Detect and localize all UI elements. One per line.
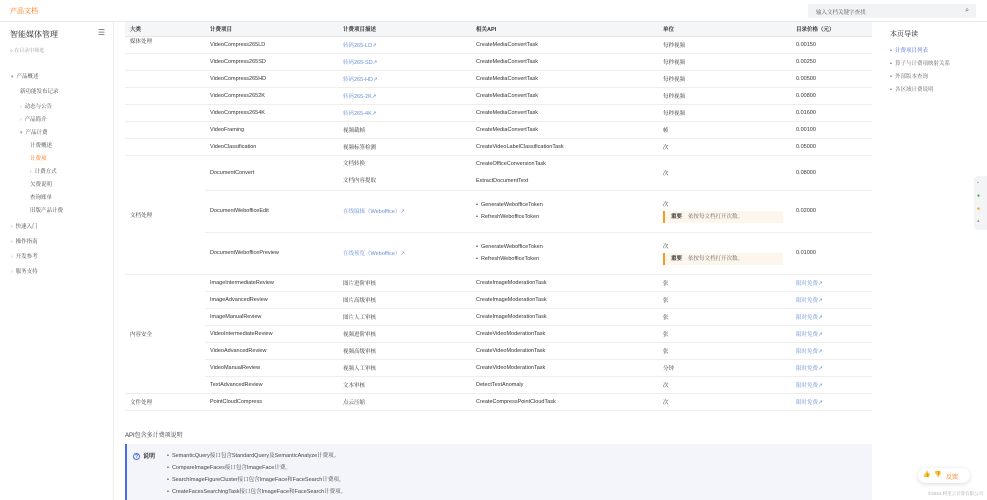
thumbs-up-icon[interactable]: 👍 bbox=[923, 472, 931, 478]
api-cell: CreateMediaConvertTask bbox=[471, 104, 658, 121]
note-label: ? 说明 bbox=[134, 454, 156, 460]
unit-cell: 次 重要 依按每文档打开次数。 bbox=[658, 232, 791, 274]
chevron-icon: ▾ bbox=[20, 130, 23, 136]
sidebar-item[interactable]: › 计费方式 bbox=[30, 169, 57, 175]
external-link-icon[interactable]: ↗ bbox=[818, 399, 823, 406]
chevron-icon: › bbox=[11, 239, 13, 245]
sidebar-item[interactable]: › 快速入门 bbox=[11, 224, 38, 230]
sidebar-item[interactable]: ▾ 产品概述 bbox=[11, 74, 39, 80]
chevron-icon: › bbox=[30, 169, 32, 175]
item-cell: VideoIntermediateReview bbox=[205, 325, 338, 342]
desc-cell: 视频进阶审核 bbox=[338, 325, 471, 342]
price-cell: 0.05000 bbox=[791, 138, 872, 155]
table-row bbox=[125, 70, 872, 87]
unit-cell: 张 bbox=[658, 342, 791, 359]
table-row bbox=[125, 359, 872, 376]
price-cell: 限时免费↗ bbox=[791, 376, 872, 393]
api-cell: CreateMediaConvertTask bbox=[471, 36, 658, 53]
api-cell: CreateImageModerationTask bbox=[471, 308, 658, 325]
unit-cell: 张 bbox=[658, 291, 791, 308]
item-cell: DocumentConvert bbox=[205, 155, 338, 190]
price-cell: 0.02000 bbox=[791, 190, 872, 232]
chevron-icon: › bbox=[11, 254, 13, 260]
chevron-icon: › bbox=[20, 117, 22, 123]
table-row bbox=[125, 342, 872, 359]
unit-cell: 张 bbox=[658, 274, 791, 291]
external-link-icon[interactable]: ↗ bbox=[818, 297, 823, 304]
note-box bbox=[125, 444, 872, 500]
unit-cell: 次 bbox=[658, 155, 791, 190]
sidebar-item[interactable]: › 产品简介 bbox=[20, 117, 47, 123]
price-cell: 0.01000 bbox=[791, 232, 872, 274]
external-link-icon[interactable]: ↗ bbox=[818, 314, 823, 321]
api-cell: CreateOfficeConversionTask ExtractDocumentText bbox=[471, 155, 658, 190]
unit-cell: 每秒视频 bbox=[658, 104, 791, 121]
top-bar bbox=[0, 0, 987, 22]
api-cell: CreateImageModerationTask bbox=[471, 274, 658, 291]
table-row bbox=[125, 274, 872, 291]
category-cell: 媒体处理 bbox=[125, 36, 205, 53]
unit-cell: 张 bbox=[658, 325, 791, 342]
price-cell: 0.01600 bbox=[791, 104, 872, 121]
sidebar-item[interactable]: 旧版产品计费 bbox=[30, 208, 64, 214]
item-cell: VideoManualReview bbox=[205, 359, 338, 376]
item-cell: PointCloudCompress bbox=[205, 393, 338, 410]
item-cell: VideoClassification bbox=[205, 138, 338, 155]
unit-cell: 分钟 bbox=[658, 359, 791, 376]
table-row bbox=[125, 308, 872, 325]
sidebar-title: 智能媒体管理 bbox=[10, 30, 58, 39]
item-cell: DocumentWebofficeEdit bbox=[205, 190, 338, 232]
site-logo[interactable]: 产品文档 bbox=[10, 8, 38, 15]
chevron-icon: ▾ bbox=[11, 74, 14, 80]
unit-cell: 每秒视频 bbox=[658, 53, 791, 70]
price-cell: 0.00150 bbox=[791, 36, 872, 53]
sidebar-item[interactable]: ▾ 产品计费 bbox=[20, 130, 48, 136]
sidebar-item[interactable]: 新功能发布记录 bbox=[20, 89, 59, 95]
item-cell: VideoCompress265SD bbox=[205, 53, 338, 70]
api-cell: CreateMediaConvertTask bbox=[471, 53, 658, 70]
sidebar-item[interactable]: › 服务支持 bbox=[11, 269, 38, 275]
category-cell: 文档处理 bbox=[125, 155, 205, 274]
sidebar-item[interactable]: 欠费说明 bbox=[30, 182, 53, 188]
warning-note: 重要 依按每文档打开次数。 bbox=[663, 211, 783, 223]
external-link-icon[interactable]: ↗ bbox=[818, 348, 823, 355]
price-cell: 限时免费↗ bbox=[791, 291, 872, 308]
toc-item[interactable]: • 算子与计费项映射关系 bbox=[890, 59, 950, 67]
float-toolbar[interactable] bbox=[974, 176, 987, 230]
thumbs-down-icon[interactable]: 👎 bbox=[934, 472, 942, 478]
price-cell: 限时免费↗ bbox=[791, 325, 872, 342]
table-row bbox=[125, 291, 872, 308]
api-cell: DetectTextAnomaly bbox=[471, 376, 658, 393]
top-icon[interactable]: ▴ bbox=[977, 218, 980, 224]
desc-cell: 在线编辑（Weboffice）↗ bbox=[338, 190, 471, 232]
external-link-icon[interactable]: ↗ bbox=[371, 93, 377, 100]
category-cell bbox=[125, 104, 205, 121]
unit-cell: 每秒视频 bbox=[658, 87, 791, 104]
item-cell: VideoCompress265HD bbox=[205, 70, 338, 87]
api-cell: CreateMediaConvertTask bbox=[471, 87, 658, 104]
category-cell: 文件处理 bbox=[125, 393, 205, 410]
search-placeholder: 输入文档关键字查找 bbox=[816, 10, 866, 16]
section-title: API包含多计费项说明 bbox=[125, 433, 183, 439]
item-cell: ImageIntermediateReview bbox=[205, 274, 338, 291]
warning-note: 重要 依按每文档打开次数。 bbox=[663, 253, 783, 265]
api-cell: CreateCompressPointCloudTask bbox=[471, 393, 658, 410]
toc-title: 本页导读 bbox=[890, 31, 918, 38]
toc-item[interactable]: • 计费项目列表 bbox=[890, 46, 928, 54]
category-cell bbox=[125, 121, 205, 138]
unit-cell: 每秒视频 bbox=[658, 70, 791, 87]
table-row bbox=[125, 190, 872, 232]
item-cell: TextAdvancedReview bbox=[205, 376, 338, 393]
item-cell: ImageAdvancedReview bbox=[205, 291, 338, 308]
price-cell: 0.00100 bbox=[791, 121, 872, 138]
col-header-price: 目录价格（元） bbox=[791, 22, 872, 36]
item-cell: DocumentWebofficePreview bbox=[205, 232, 338, 274]
desc-cell: 转码265-4K↗ bbox=[338, 104, 471, 121]
menu-icon[interactable]: ☰ bbox=[98, 28, 106, 37]
col-header-item: 计费项目 bbox=[205, 22, 338, 36]
sidebar-item[interactable]: › 动态与公告 bbox=[20, 104, 53, 110]
table-row bbox=[125, 121, 872, 138]
search-icon[interactable]: ⌕ bbox=[965, 7, 969, 14]
desc-cell: 转码265-2K↗ bbox=[338, 87, 471, 104]
table-row bbox=[125, 232, 872, 274]
sidebar-filter-input[interactable]: ⌕ 在目录中筛选 bbox=[10, 48, 45, 54]
external-link-icon[interactable]: ↗ bbox=[372, 76, 378, 83]
footnote: ©2024 阿里云计算有限公司 bbox=[928, 491, 984, 496]
sidebar-item[interactable]: 计费概述 bbox=[30, 143, 53, 149]
category-cell bbox=[125, 138, 205, 155]
help-icon[interactable]: ● bbox=[977, 193, 981, 199]
external-link-icon[interactable]: ↗ bbox=[372, 42, 377, 49]
item-cell: VideoCompress265LD bbox=[205, 36, 338, 53]
desc-cell: 视频人工审核 bbox=[338, 359, 471, 376]
price-cell: 0.08000 bbox=[791, 155, 872, 190]
external-link-icon[interactable]: ↗ bbox=[818, 382, 823, 389]
api-cell: CreateVideoModerationTask bbox=[471, 325, 658, 342]
toc-item[interactable]: • 外部版本查询 bbox=[890, 72, 928, 80]
note-item: • SearchImageFigureCluster接口包含ImageFace和FaceSearch计费项。 bbox=[167, 475, 344, 483]
chevron-icon: › bbox=[11, 269, 13, 275]
sidebar bbox=[0, 22, 114, 500]
desc-cell: 转码265-SD↗ bbox=[338, 53, 471, 70]
unit-cell: 次 bbox=[658, 138, 791, 155]
sidebar-item[interactable]: › 开发参考 bbox=[11, 254, 38, 260]
unit-cell: 次 重要 依按每文档打开次数。 bbox=[658, 190, 791, 232]
sidebar-item[interactable]: 查询账单 bbox=[30, 195, 53, 201]
api-cell: CreateVideoLabelClassificationTask bbox=[471, 138, 658, 155]
desc-cell: 文档转换 文档内容提取 bbox=[338, 155, 471, 190]
item-cell: VideoAdvancedReview bbox=[205, 342, 338, 359]
price-cell: 限时免费↗ bbox=[791, 359, 872, 376]
unit-cell: 次 bbox=[658, 393, 791, 410]
desc-cell: 转码265-LD↗ bbox=[338, 36, 471, 53]
api-cell: • GenerateWebofficeToken • RefreshWebofficeToken bbox=[471, 232, 658, 274]
api-cell: • GenerateWebofficeToken • RefreshWebofficeToken bbox=[471, 190, 658, 232]
table-row bbox=[125, 104, 872, 121]
col-header-api: 相关API bbox=[471, 22, 658, 36]
price-cell: 限时免费↗ bbox=[791, 274, 872, 291]
desc-cell: 文本审核 bbox=[338, 376, 471, 393]
chevron-icon: › bbox=[20, 104, 22, 110]
external-link-icon[interactable]: ↗ bbox=[818, 365, 823, 372]
category-cell bbox=[125, 53, 205, 70]
table-row bbox=[125, 376, 872, 393]
note-item: • CreateFacesSearchingTask接口包含ImageFace和FaceSearch计费项。 bbox=[167, 487, 346, 495]
item-cell: ImageManualReview bbox=[205, 308, 338, 325]
price-cell: 0.00250 bbox=[791, 53, 872, 70]
price-cell: 0.00500 bbox=[791, 70, 872, 87]
list-icon[interactable]: ▪ bbox=[977, 180, 979, 186]
desc-cell: 视频标签检测 bbox=[338, 138, 471, 155]
billing-table bbox=[125, 22, 872, 411]
desc-cell: 在线预览（Weboffice）↗ bbox=[338, 232, 471, 274]
desc-cell: 视频高级审核 bbox=[338, 342, 471, 359]
table-row bbox=[125, 53, 872, 70]
api-cell: CreateMediaConvertTask bbox=[471, 121, 658, 138]
unit-cell: 张 bbox=[658, 308, 791, 325]
unit-cell: 每秒视频 bbox=[658, 36, 791, 53]
desc-cell: 视频截帧 bbox=[338, 121, 471, 138]
table-row bbox=[125, 87, 872, 104]
price-cell: 0.00800 bbox=[791, 87, 872, 104]
api-cell: CreateVideoModerationTask bbox=[471, 359, 658, 376]
price-cell: 限时免费↗ bbox=[791, 308, 872, 325]
chevron-icon: › bbox=[11, 224, 13, 230]
item-cell: VideoCompress2652K bbox=[205, 87, 338, 104]
desc-cell: 图片高级审核 bbox=[338, 291, 471, 308]
table-row bbox=[125, 155, 872, 190]
external-link-icon[interactable]: ↗ bbox=[372, 59, 378, 66]
table-row bbox=[125, 138, 872, 155]
unit-cell: 帧 bbox=[658, 121, 791, 138]
sidebar-item[interactable]: 计费项 bbox=[30, 156, 47, 162]
price-cell: 限时免费↗ bbox=[791, 393, 872, 410]
desc-cell: 图片进阶审核 bbox=[338, 274, 471, 291]
sidebar-item[interactable]: › 操作指南 bbox=[11, 239, 38, 245]
note-item: • SemanticQuery接口包含StandardQuery及SemanticAnalyze计费项。 bbox=[167, 451, 339, 459]
category-cell: 内容安全 bbox=[125, 274, 205, 393]
info-icon: ? bbox=[134, 454, 139, 460]
item-cell: VideoCompress2654K bbox=[205, 104, 338, 121]
desc-cell: 图片人工审核 bbox=[338, 308, 471, 325]
external-link-icon[interactable]: ↗ bbox=[371, 110, 377, 117]
table-row bbox=[125, 36, 872, 53]
external-link-icon[interactable]: ↗ bbox=[400, 251, 405, 257]
table-row bbox=[125, 393, 872, 410]
external-link-icon[interactable]: ↗ bbox=[818, 280, 823, 287]
category-cell bbox=[125, 87, 205, 104]
desc-cell: 转码265-HD↗ bbox=[338, 70, 471, 87]
feedback-button[interactable]: 👍 👎 反馈 bbox=[918, 468, 970, 483]
api-cell: CreateImageModerationTask bbox=[471, 291, 658, 308]
toc-item[interactable]: • 各区域计费说明 bbox=[890, 85, 933, 93]
search-input[interactable] bbox=[808, 4, 976, 18]
desc-cell: 点云压缩 bbox=[338, 393, 471, 410]
api-cell: CreateVideoModerationTask bbox=[471, 342, 658, 359]
unit-cell: 次 bbox=[658, 376, 791, 393]
col-header-category: 大类 bbox=[125, 22, 205, 36]
external-link-icon[interactable]: ↗ bbox=[400, 209, 405, 215]
note-item: • CompareImageFaces接口包含ImageFace计费。 bbox=[167, 463, 291, 471]
api-cell: CreateMediaConvertTask bbox=[471, 70, 658, 87]
category-cell bbox=[125, 70, 205, 87]
table-row bbox=[125, 325, 872, 342]
item-cell: VideoFraming bbox=[205, 121, 338, 138]
col-header-desc: 计费项目描述 bbox=[338, 22, 471, 36]
external-link-icon[interactable]: ↗ bbox=[818, 331, 823, 338]
price-cell: 限时免费↗ bbox=[791, 342, 872, 359]
cart-icon[interactable]: ● bbox=[977, 206, 981, 212]
col-header-unit: 单位 bbox=[658, 22, 791, 36]
